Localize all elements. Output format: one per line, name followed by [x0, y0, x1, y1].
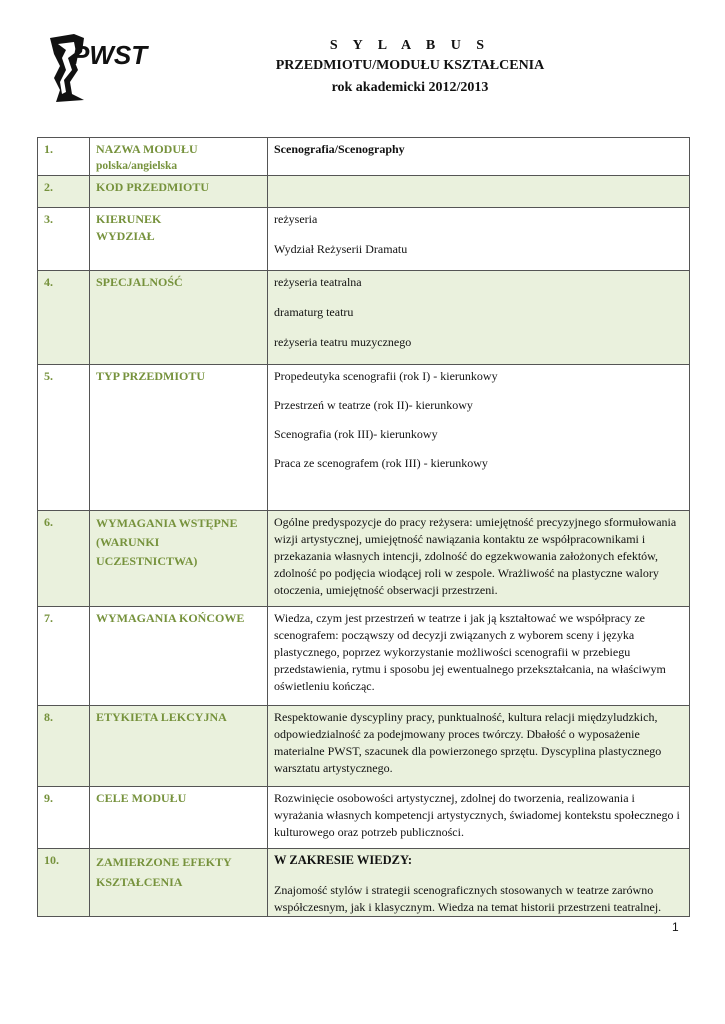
row-label: ZAMIERZONE EFEKTY KSZTAŁCENIA	[90, 849, 268, 917]
row-number: 10.	[38, 849, 90, 917]
value-line: Znajomość stylów i strategii scenograficznych stosowanych w teatrze zarówno współczesnym, jak i klasycznym. Wiedza na temat historii przestrzeni teatralnej.	[274, 883, 662, 914]
row-label-main: KIERUNEK	[96, 212, 162, 226]
row-value	[268, 176, 690, 208]
row-number: 3.	[38, 208, 90, 271]
row-value	[268, 271, 690, 365]
value-line: Scenografia (rok III)- kierunkowy	[274, 427, 438, 441]
value-line: Scenografia/Scenography	[274, 142, 405, 156]
document-subtitle: PRZEDMIOTU/MODUŁU KSZTAŁCENIA	[275, 58, 545, 73]
row-label: WYMAGANIA KOŃCOWE	[90, 607, 268, 706]
value-line: Praca ze scenografem (rok III) - kierunkowy	[274, 456, 488, 470]
value-line: Przestrzeń w teatrze (rok II)- kierunkowy	[274, 398, 473, 412]
table-row	[38, 138, 690, 176]
row-label: SPECJALNOŚĆ	[90, 271, 268, 365]
row-value	[268, 138, 690, 176]
row-label	[90, 208, 268, 271]
syllabus-table	[37, 137, 690, 917]
table-row	[38, 271, 690, 365]
row-value	[268, 208, 690, 271]
row-label	[90, 138, 268, 176]
value-line: W ZAKRESIE WIEDZY:	[274, 853, 413, 867]
table-row	[38, 208, 690, 271]
row-number: 5.	[38, 365, 90, 511]
table-row	[38, 607, 690, 706]
row-value	[268, 787, 690, 849]
row-number: 2.	[38, 176, 90, 208]
value-line: reżyseria teatru muzycznego	[274, 335, 412, 349]
row-label: KOD PRZEDMIOTU	[90, 176, 268, 208]
value-line: Respektowanie dyscypliny pracy, punktualność, kultura relacji międzyludzkich, odpowiedzialność za podejmowany proces twórczy. Dbałość o wyposażenie materialne PWST, szacunek dla powierzonego sprzętu. Dyscyplina plastycznego warsztatu artystycznego.	[274, 710, 662, 775]
table-row	[38, 176, 690, 208]
row-number: 6.	[38, 511, 90, 607]
row-number: 8.	[38, 706, 90, 787]
value-line: reżyseria teatralna	[274, 275, 362, 289]
table-row	[38, 365, 690, 511]
row-label-sub: polska/angielska	[96, 160, 178, 172]
row-label-main: NAZWA MODUŁU	[96, 142, 198, 156]
row-label: WYMAGANIA WSTĘPNE (WARUNKI UCZESTNICTWA)	[90, 511, 268, 607]
row-value	[268, 607, 690, 706]
value-line: dramaturg teatru	[274, 305, 354, 319]
row-value	[268, 365, 690, 511]
academic-year: rok akademicki 2012/2013	[331, 80, 489, 95]
row-label: ETYKIETA LEKCYJNA	[90, 706, 268, 787]
pwst-logo	[44, 30, 148, 106]
value-line: Wydział Reżyserii Dramatu	[274, 242, 408, 256]
row-label: CELE MODUŁU	[90, 787, 268, 849]
table-row	[38, 706, 690, 787]
table-row	[38, 511, 690, 607]
value-line: Propedeutyka scenografii (rok I) - kierunkowy	[274, 369, 498, 383]
row-value	[268, 706, 690, 787]
row-number: 9.	[38, 787, 90, 849]
row-number: 4.	[38, 271, 90, 365]
row-number: 1.	[38, 138, 90, 176]
page-number: 1	[672, 920, 679, 934]
value-line: Wiedza, czym jest przestrzeń w teatrze i jak ją kształtować we współpracy ze scenografem: począwszy od decyzji związanych z wyborem sceny i języka plastycznego, poprzez wykorzystanie możliwości scenografii w przebiegu przedstawienia, rytmu i sposobu jej ewentualnego przekształcania, na właściwym oświetleniu kończąc.	[274, 611, 666, 693]
row-label-sub: WYDZIAŁ	[96, 229, 155, 243]
row-number: 7.	[38, 607, 90, 706]
document-title: S Y L A B U S	[329, 38, 491, 53]
value-line: Ogólne predyspozycje do pracy reżysera: umiejętność precyzyjnego sformułowania wizji artystycznej, umiejętność nawiązania kontaktu ze współpracownikami i przekazania własnych intencji, zdolność do egzekwowania założonych efektów, zdolność po podjęcia wiodącej roli w zespole. Wrażliwość na plastyczne walory otoczenia, umiejętność obserwacji przestrzeni.	[274, 515, 677, 597]
logo-text: PWST	[72, 40, 148, 70]
table-row	[38, 787, 690, 849]
row-label: TYP PRZEDMIOTU	[90, 365, 268, 511]
row-value	[268, 849, 690, 917]
value-line: Rozwinięcie osobowości artystycznej, zdolnej do tworzenia, realizowania i wyrażania własnych kompetencji artystycznych, świadomej kontekstu społecznego i kulturowego oraz potrzeb publiczności.	[274, 791, 680, 839]
table-row	[38, 849, 690, 917]
value-line: reżyseria	[274, 212, 318, 226]
row-value	[268, 511, 690, 607]
